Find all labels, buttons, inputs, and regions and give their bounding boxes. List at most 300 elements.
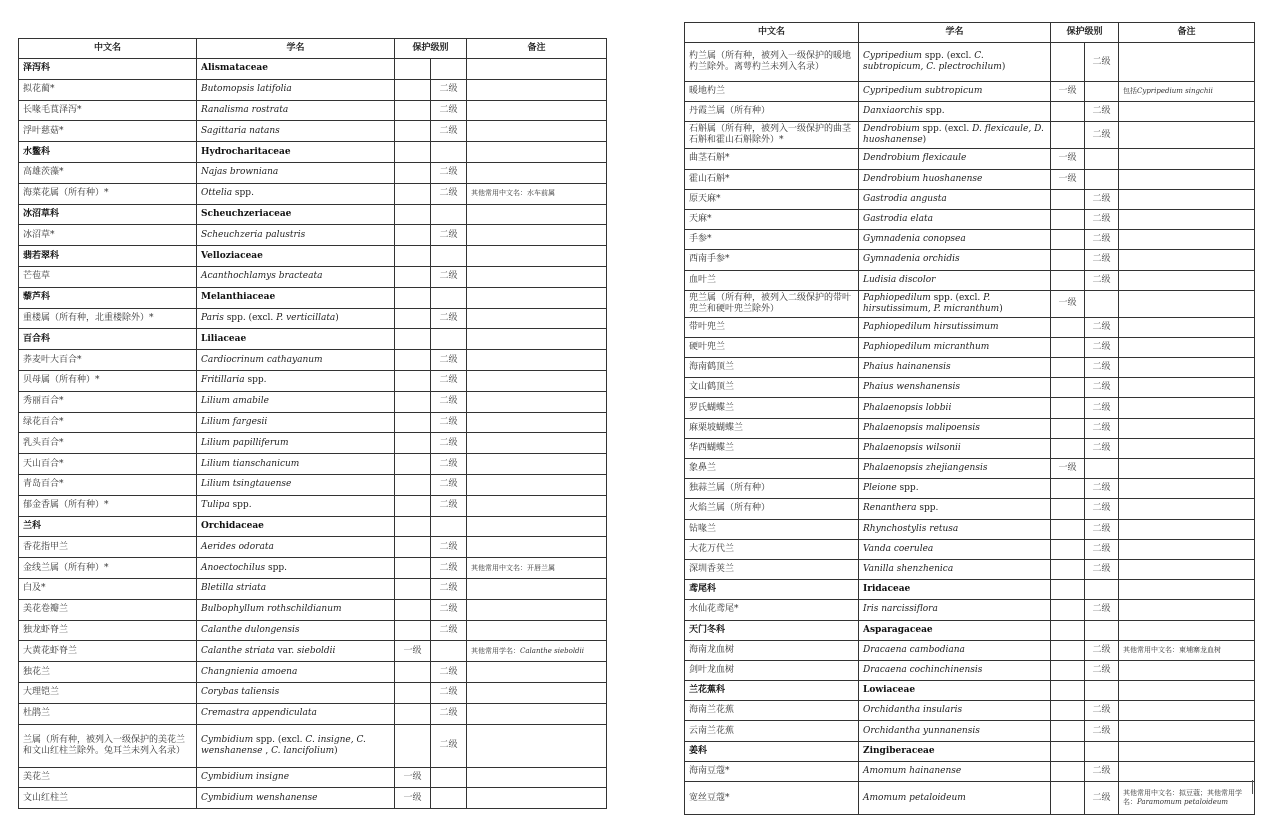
level-1-cell (1051, 721, 1085, 741)
species-name-sci (859, 250, 1051, 270)
species-name-sci (197, 474, 395, 495)
table-row (19, 767, 607, 788)
sci-name-part: Rhynchostylis retusa (863, 523, 959, 534)
species-name-cn: 天麻* (685, 209, 859, 229)
species-name-cn: 曲茎石斛* (685, 149, 859, 169)
table-header (685, 23, 1255, 43)
sci-name-part: Butomopsis latifolia (201, 84, 292, 95)
species-name-cn: 兰属（所有种，被列入一级保护的美花兰和文山红柱兰除外。兔耳兰未列入名录） (19, 724, 197, 767)
sci-name-part: Najas browniana (201, 167, 279, 178)
note-cell (1119, 580, 1255, 600)
species-name-sci (859, 600, 1051, 620)
sci-name-part: Dracaena cochinchinensis (863, 664, 983, 675)
table-row (685, 721, 1255, 741)
note-text: 包括 (1123, 87, 1138, 96)
level-2-cell: 二级 (1085, 559, 1119, 579)
note-cell (467, 162, 607, 183)
level-1-cell (395, 370, 431, 391)
level-1-cell (1051, 519, 1085, 539)
sci-name-part: spp. (229, 500, 252, 511)
species-name-sci (197, 162, 395, 183)
sci-name-part: spp. (922, 106, 945, 117)
species-name-sci (859, 459, 1051, 479)
level-1-cell (395, 246, 431, 267)
level-2-cell: 二级 (1085, 43, 1119, 82)
table-row (685, 337, 1255, 357)
sci-name-part: P. verticillata (276, 312, 336, 323)
sci-name-part: Hydrocharitaceae (201, 146, 291, 157)
level-2-cell (1085, 681, 1119, 701)
note-cell (467, 474, 607, 495)
family-name-sci (197, 287, 395, 308)
species-name-sci (197, 308, 395, 329)
note-sci-name: Calanthe sieboldii (520, 646, 585, 655)
note-cell (467, 599, 607, 620)
species-name-sci (859, 418, 1051, 438)
family-name-cn: 冰沼草科 (19, 204, 197, 225)
species-name-cn: 海南龙血树 (685, 640, 859, 660)
sci-name-part: Paris (201, 312, 224, 323)
family-row (19, 516, 607, 537)
family-name-sci (197, 329, 395, 350)
sci-name-part: Scheuchzeriaceae (201, 208, 292, 219)
table-row (685, 600, 1255, 620)
sci-name-part: Ludisia discolor (863, 274, 936, 285)
level-2-cell (1085, 149, 1119, 169)
species-name-cn: 独龙虾脊兰 (19, 620, 197, 641)
sci-name-part: Gymnadenia conopsea (863, 234, 966, 245)
species-name-cn: 香花指甲兰 (19, 537, 197, 558)
species-name-sci (859, 479, 1051, 499)
species-name-sci (859, 43, 1051, 82)
species-name-sci (197, 682, 395, 703)
sci-name-part: Danxiaorchis (863, 106, 923, 117)
table-row (685, 250, 1255, 270)
table-row (685, 358, 1255, 378)
species-name-sci (859, 149, 1051, 169)
level-1-cell (395, 537, 431, 558)
species-name-cn: 大黄花虾脊兰 (19, 641, 197, 662)
species-name-sci (197, 724, 395, 767)
note-cell (467, 79, 607, 100)
table-header (19, 39, 607, 59)
note-cell (467, 246, 607, 267)
species-name-sci (859, 169, 1051, 189)
level-1-cell (395, 599, 431, 620)
family-name-sci (859, 741, 1051, 761)
table-row (685, 701, 1255, 721)
table-row (685, 499, 1255, 519)
level-2-cell: 二级 (431, 100, 467, 121)
family-name-sci (859, 681, 1051, 701)
sci-name-part: ) (335, 312, 339, 323)
table-row (685, 782, 1255, 815)
sci-name-part: Sagittaria natans (201, 125, 280, 136)
species-name-cn: 麻栗坡蝴蝶兰 (685, 418, 859, 438)
level-1-cell (1051, 102, 1085, 122)
level-1-cell (1051, 761, 1085, 781)
level-2-cell (431, 641, 467, 662)
sci-name-part: Paphiopedilum micranthum (863, 341, 990, 352)
header-cn: 中文名 (19, 39, 197, 59)
level-1-cell (395, 350, 431, 371)
note-cell (467, 578, 607, 599)
sci-name-part: Fritillaria (201, 375, 245, 386)
level-1-cell (1051, 250, 1085, 270)
level-2-cell: 二级 (1085, 782, 1119, 815)
note-cell (1119, 559, 1255, 579)
level-2-cell (431, 287, 467, 308)
sci-name-part: spp. (265, 562, 287, 573)
family-name-sci (859, 580, 1051, 600)
species-name-cn: 海南鹤顶兰 (685, 358, 859, 378)
species-name-cn: 丹霞兰属（所有种） (685, 102, 859, 122)
level-2-cell (431, 516, 467, 537)
level-2-cell: 二级 (431, 433, 467, 454)
header-level: 保护级别 (1051, 23, 1119, 43)
species-name-sci (197, 350, 395, 371)
level-2-cell: 二级 (1085, 378, 1119, 398)
species-name-cn: 贝母属（所有种）* (19, 370, 197, 391)
level-1-cell (1051, 358, 1085, 378)
note-cell (1119, 741, 1255, 761)
sci-name-part: sieboldii (297, 645, 336, 656)
note-cell (1119, 782, 1255, 815)
family-name-cn: 鸢尾科 (685, 580, 859, 600)
level-2-cell: 二级 (1085, 250, 1119, 270)
level-2-cell: 二级 (1085, 358, 1119, 378)
table-row (685, 519, 1255, 539)
sci-name-part: Iris narcissiflora (863, 604, 938, 615)
sci-name-part: spp. (excl. (223, 312, 277, 323)
table-row (19, 370, 607, 391)
level-1-cell (1051, 580, 1085, 600)
sci-name-part: Melanthiaceae (201, 292, 276, 303)
level-2-cell: 二级 (431, 495, 467, 516)
sci-name-part: Phalaenopsis zhejiangensis (863, 463, 988, 474)
species-name-sci (197, 578, 395, 599)
species-name-sci (197, 703, 395, 724)
species-name-sci (197, 370, 395, 391)
note-sci-name: Paramomum petaloideum (1137, 798, 1229, 806)
species-name-sci (197, 495, 395, 516)
species-name-sci (859, 82, 1051, 102)
note-cell (1119, 438, 1255, 458)
level-1-cell (395, 662, 431, 683)
level-2-cell: 二级 (431, 558, 467, 579)
species-name-cn: 冰沼草* (19, 225, 197, 246)
note-cell (1119, 82, 1255, 102)
level-1-cell (1051, 782, 1085, 815)
sci-name-part: Gymnadenia orchidis (863, 254, 960, 265)
note-cell (1119, 358, 1255, 378)
species-name-sci (859, 209, 1051, 229)
header-sci: 学名 (197, 39, 395, 59)
species-name-sci (197, 183, 395, 204)
table-row (19, 641, 607, 662)
species-name-sci (859, 317, 1051, 337)
note-cell (1119, 519, 1255, 539)
note-cell (1119, 721, 1255, 741)
species-name-cn: 兜兰属（所有种，被列入二级保护的带叶兜兰和硬叶兜兰除外） (685, 290, 859, 317)
level-2-cell: 二级 (1085, 189, 1119, 209)
table-row (685, 169, 1255, 189)
level-2-cell: 二级 (431, 391, 467, 412)
note-cell (467, 142, 607, 163)
sci-name-part: Paphiopedilum hirsutissimum (863, 321, 999, 332)
species-name-sci (859, 270, 1051, 290)
note-text: 其他常用中文名：水车前属 (471, 189, 556, 198)
table-row (685, 438, 1255, 458)
sci-name-part: Bletilla striata (201, 583, 267, 594)
table-row (19, 350, 607, 371)
note-cell (467, 703, 607, 724)
level-1-cell (395, 620, 431, 641)
sci-name-part: Liliaceae (201, 333, 247, 344)
note-sci-name: Cypripedium singchii (1137, 87, 1213, 96)
level-1-cell: 一级 (1051, 82, 1085, 102)
note-cell (467, 788, 607, 809)
sci-name-part: Phalaenopsis wilsonii (863, 442, 961, 453)
level-2-cell: 二级 (431, 412, 467, 433)
family-row (685, 620, 1255, 640)
level-2-cell: 二级 (1085, 701, 1119, 721)
table-row (19, 162, 607, 183)
species-name-sci (197, 620, 395, 641)
level-1-cell: 一级 (1051, 149, 1085, 169)
note-cell (1119, 459, 1255, 479)
species-name-sci (197, 412, 395, 433)
family-row (19, 246, 607, 267)
species-name-sci (197, 767, 395, 788)
level-2-cell: 二级 (1085, 209, 1119, 229)
level-2-cell: 二级 (431, 454, 467, 475)
note-cell (467, 558, 607, 579)
sci-name-part: Lilium amabile (201, 396, 269, 407)
family-row (19, 204, 607, 225)
level-2-cell: 二级 (431, 724, 467, 767)
family-name-sci (197, 246, 395, 267)
level-1-cell (1051, 398, 1085, 418)
sci-name-part: Aerides odorata (201, 541, 274, 552)
family-row (19, 287, 607, 308)
note-cell (467, 100, 607, 121)
sci-name-part: Dendrobium flexicaule (863, 153, 967, 164)
species-name-sci (197, 537, 395, 558)
species-name-cn: 海南豆蔻* (685, 761, 859, 781)
level-2-cell: 二级 (431, 599, 467, 620)
level-1-cell (395, 183, 431, 204)
note-cell (467, 682, 607, 703)
header-note: 备注 (467, 39, 607, 59)
table-row (685, 398, 1255, 418)
species-name-sci (859, 761, 1051, 781)
species-name-cn: 水仙花鸢尾* (685, 600, 859, 620)
table-row (685, 270, 1255, 290)
species-name-sci (197, 788, 395, 809)
species-name-cn: 硬叶兜兰 (685, 337, 859, 357)
family-name-cn: 泽泻科 (19, 59, 197, 80)
species-name-sci (197, 641, 395, 662)
level-2-cell (431, 767, 467, 788)
table-row (685, 559, 1255, 579)
level-1-cell (1051, 620, 1085, 640)
species-name-sci (197, 599, 395, 620)
level-2-cell: 二级 (431, 121, 467, 142)
family-row (19, 329, 607, 350)
note-cell (467, 433, 607, 454)
sci-name-part: Phalaenopsis lobbii (863, 402, 952, 413)
table-row (685, 660, 1255, 680)
species-name-cn: 美花卷瓣兰 (19, 599, 197, 620)
level-1-cell (1051, 122, 1085, 149)
table-row (19, 433, 607, 454)
note-cell (1119, 640, 1255, 660)
species-name-sci (197, 454, 395, 475)
table-row (19, 662, 607, 683)
sci-name-part: Bulbophyllum rothschildianum (201, 604, 342, 615)
sci-name-part: ) (1001, 62, 1006, 72)
level-1-cell (395, 225, 431, 246)
level-1-cell (395, 433, 431, 454)
level-1-cell (395, 558, 431, 579)
level-2-cell: 二级 (1085, 270, 1119, 290)
sci-name-part: Changnienia amoena (201, 666, 298, 677)
family-name-cn: 兰科 (19, 516, 197, 537)
level-1-cell (395, 121, 431, 142)
sci-name-part: Dracaena cambodiana (863, 644, 965, 655)
sci-name-part: Ranalisma rostrata (201, 104, 289, 115)
level-1-cell (1051, 43, 1085, 82)
species-name-cn: 暖地杓兰 (685, 82, 859, 102)
species-name-cn: 重楼属（所有种，北重楼除外）* (19, 308, 197, 329)
header-note: 备注 (1119, 23, 1255, 43)
note-cell (467, 225, 607, 246)
level-1-cell (395, 724, 431, 767)
table-row (19, 183, 607, 204)
level-2-cell (431, 788, 467, 809)
level-1-cell (1051, 600, 1085, 620)
level-1-cell: 一级 (395, 767, 431, 788)
sci-name-part: Asparagaceae (863, 624, 933, 635)
level-2-cell: 二级 (431, 266, 467, 287)
level-1-cell: 一级 (1051, 459, 1085, 479)
level-2-cell (431, 329, 467, 350)
sci-name-part: Gastrodia elata (863, 214, 933, 225)
note-cell (1119, 761, 1255, 781)
note-cell (467, 412, 607, 433)
level-1-cell (1051, 681, 1085, 701)
table-body-left (19, 59, 607, 809)
table-row (685, 43, 1255, 82)
species-name-cn: 大理铠兰 (19, 682, 197, 703)
level-1-cell (1051, 337, 1085, 357)
species-name-cn: 绿花百合* (19, 412, 197, 433)
level-2-cell: 二级 (1085, 539, 1119, 559)
table-row (19, 454, 607, 475)
level-1-cell (395, 59, 431, 80)
species-name-sci (859, 122, 1051, 149)
family-name-sci (197, 142, 395, 163)
sci-name-part: Orchidantha insularis (863, 705, 963, 716)
note-text: 其他常用中文名：柬埔寨龙血树 (1123, 645, 1222, 654)
table-row (19, 79, 607, 100)
table-row (685, 539, 1255, 559)
note-cell (1119, 209, 1255, 229)
family-row (19, 59, 607, 80)
note-cell (1119, 600, 1255, 620)
sci-name-part: Calanthe dulongensis (201, 624, 300, 635)
table-row (19, 474, 607, 495)
note-cell (1119, 290, 1255, 317)
species-name-cn: 霍山石斛* (685, 169, 859, 189)
species-name-cn: 金线兰属（所有种）* (19, 558, 197, 579)
sci-name-part: spp. (896, 483, 919, 494)
species-name-sci (197, 558, 395, 579)
species-name-cn: 剑叶龙血树 (685, 660, 859, 680)
sci-name-part: Iridaceae (863, 584, 911, 595)
sci-name-part: Lilium tianschanicum (201, 458, 300, 469)
level-1-cell (1051, 230, 1085, 250)
level-1-cell (1051, 270, 1085, 290)
sci-name-part: Pleione (863, 483, 897, 494)
species-name-sci (197, 121, 395, 142)
sci-name-part: Amomum petaloideum (863, 792, 966, 803)
level-2-cell: 二级 (431, 79, 467, 100)
note-cell (467, 121, 607, 142)
table-row (685, 378, 1255, 398)
sci-name-part: Lilium fargesii (201, 416, 268, 427)
level-2-cell (431, 246, 467, 267)
level-1-cell (1051, 701, 1085, 721)
table-row (19, 100, 607, 121)
species-name-cn: 青岛百合* (19, 474, 197, 495)
level-2-cell: 二级 (1085, 660, 1119, 680)
species-name-cn: 火焰兰属（所有种） (685, 499, 859, 519)
sci-name-part: Tulipa (201, 500, 230, 511)
level-2-cell: 二级 (431, 578, 467, 599)
species-name-cn: 杜鹃兰 (19, 703, 197, 724)
note-cell (1119, 102, 1255, 122)
species-name-sci (859, 189, 1051, 209)
note-cell (1119, 701, 1255, 721)
level-1-cell (395, 79, 431, 100)
species-name-sci (859, 782, 1051, 815)
species-name-cn: 文山红柱兰 (19, 788, 197, 809)
family-name-cn: 姜科 (685, 741, 859, 761)
level-2-cell (431, 59, 467, 80)
species-table-right (684, 22, 1255, 815)
sci-name-part: Cremastra appendiculata (201, 708, 317, 719)
level-2-cell (1085, 169, 1119, 189)
table-row (19, 703, 607, 724)
sci-name-part: spp. (excl. (253, 734, 306, 745)
family-name-sci (197, 204, 395, 225)
family-row (685, 741, 1255, 761)
species-name-sci (859, 102, 1051, 122)
level-2-cell: 二级 (431, 350, 467, 371)
sci-name-part: Lowiaceae (863, 685, 916, 696)
species-name-sci (859, 559, 1051, 579)
note-cell (1119, 681, 1255, 701)
sci-name-part: spp. (excl. (919, 124, 973, 135)
note-cell (1119, 378, 1255, 398)
level-1-cell (1051, 640, 1085, 660)
level-2-cell: 二级 (1085, 640, 1119, 660)
species-name-cn: 海菜花属（所有种）* (19, 183, 197, 204)
species-name-sci (859, 290, 1051, 317)
sci-name-part: P. hirsutissimum, P. micranthum (863, 292, 1000, 314)
